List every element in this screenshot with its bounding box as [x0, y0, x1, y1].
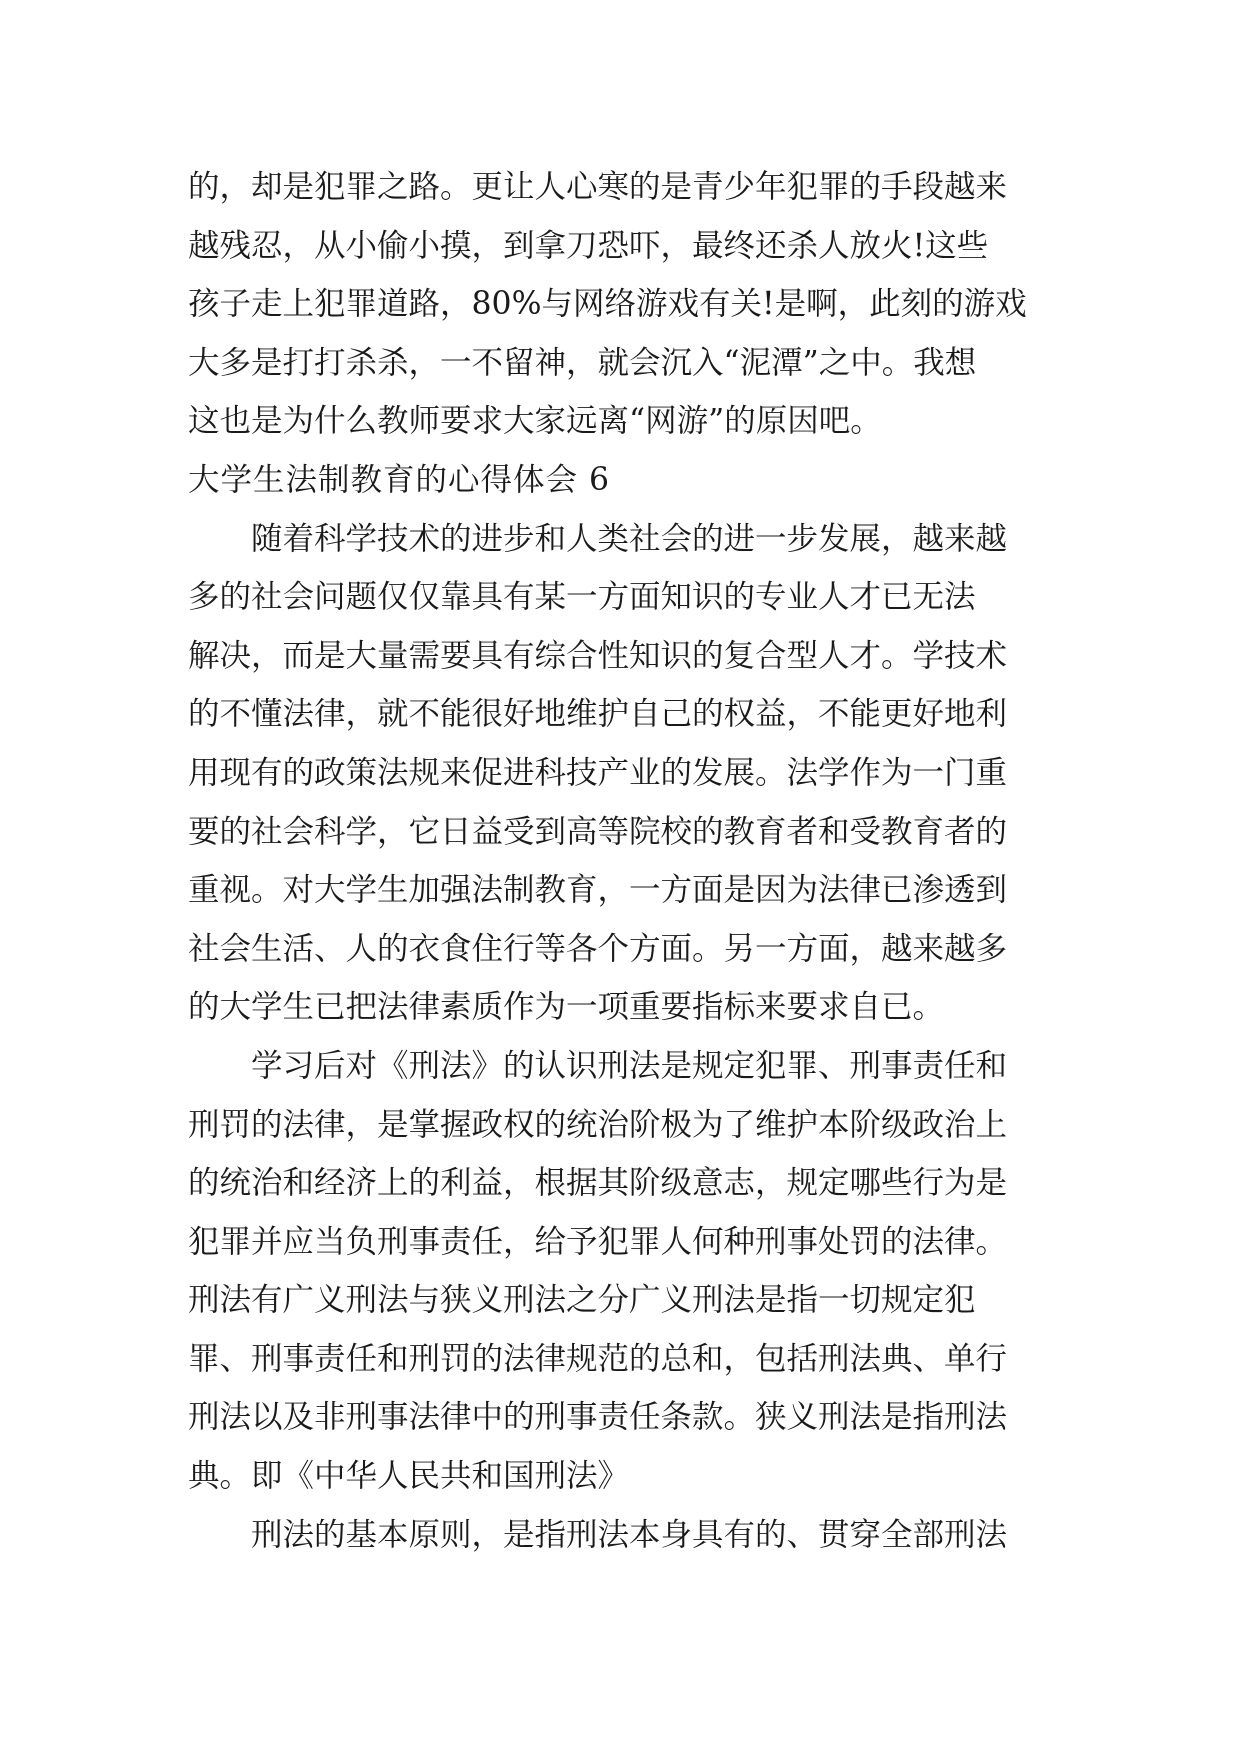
text-line: 大多是打打杀杀，一不留神，就会沉入“泥潭”之中。我想 [188, 344, 977, 381]
paragraph-first-line: 随着科学技术的进步和人类社会的进一步发展，越来越 [251, 520, 1008, 557]
text-line: 刑法以及非刑事法律中的刑事责任条款。狭义刑法是指刑法 [188, 1399, 1008, 1436]
document-body [188, 158, 1058, 1564]
text-line: 的不懂法律，就不能很好地维护自己的权益，不能更好地利 [188, 696, 1008, 733]
paragraph-first-line: 学习后对《刑法》的认识刑法是规定犯罪、刑事责任和 [251, 1047, 1008, 1084]
text-line: 刑法有广义刑法与狭义刑法之分广义刑法是指一切规定犯 [188, 1282, 976, 1319]
text-line: 越残忍，从小偷小摸，到拿刀恐吓，最终还杀人放火!这些 [188, 227, 989, 264]
text-line: 的统治和经济上的利益，根据其阶级意志，规定哪些行为是 [188, 1165, 1008, 1202]
section-heading: 大学生法制教育的心得体会 6 [188, 461, 611, 498]
text-line: 的，却是犯罪之路。更让人心寒的是青少年犯罪的手段越来 [188, 169, 1008, 205]
text-line: 多的社会问题仅仅靠具有某一方面知识的专业人才已无法 [188, 579, 976, 616]
text-line: 这也是为什么教师要求大家远离“网游”的原因吧。 [188, 403, 882, 440]
paragraph-first-line: 刑法的基本原则，是指刑法本身具有的、贯穿全部刑法 [251, 1516, 1008, 1553]
text-line: 孩子走上犯罪道路，80%与网络游戏有关!是啊，此刻的游戏 [188, 286, 1027, 323]
text-line: 解决，而是大量需要具有综合性知识的复合型人才。学技术 [188, 637, 1008, 674]
text-line: 要的社会科学，它日益受到高等院校的教育者和受教育者的 [188, 813, 1008, 850]
text-line: 刑罚的法律，是掌握政权的统治阶极为了维护本阶级政治上 [188, 1106, 1008, 1143]
text-line: 典。即《中华人民共和国刑法》 [188, 1458, 630, 1495]
text-line: 的大学生已把法律素质作为一项重要指标来要求自已。 [188, 989, 945, 1026]
text-line: 犯罪并应当负刑事责任，给予犯罪人何种刑事处罚的法律。 [188, 1223, 1008, 1260]
text-line: 罪、刑事责任和刑罚的法律规范的总和，包括刑法典、单行 [188, 1340, 1008, 1377]
text-line: 重视。对大学生加强法制教育，一方面是因为法律已渗透到 [188, 872, 1008, 909]
text-line: 社会生活、人的衣食住行等各个方面。另一方面，越来越多 [188, 930, 1008, 967]
text-line: 用现有的政策法规来促进科技产业的发展。法学作为一门重 [188, 754, 1008, 791]
